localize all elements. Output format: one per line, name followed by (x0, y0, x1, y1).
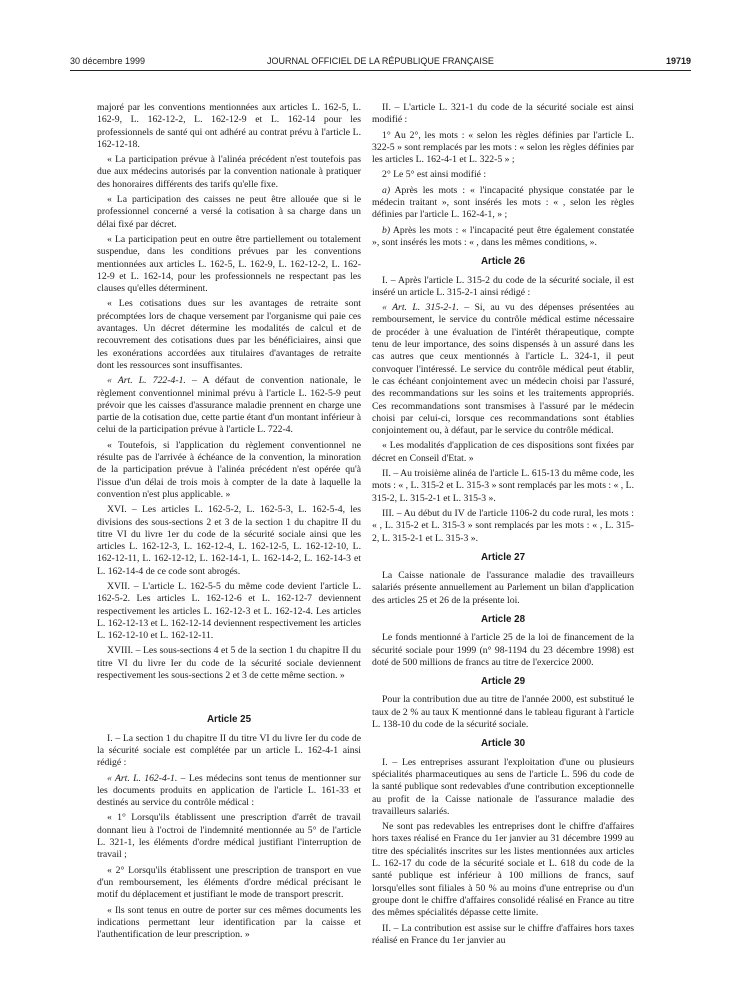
header-page-number: 19719 (665, 56, 691, 66)
left-column (97, 102, 361, 944)
header-rule (70, 70, 691, 71)
right-paragraph: II. – L'article L. 321-1 du code de la sécurité sociale est ainsi modifié : (372, 102, 634, 126)
item-letter: a) (382, 184, 391, 196)
spacer (97, 685, 361, 707)
left-paragraph: « Toutefois, si l'application du règlement conventionnel ne résulte pas de l'arrivée à échéance de la convention, la minoration de la participation prévue à l'alinéa précédent n'est opérée qu'à l'issue d'un délai de trois mois à compter de la date à laquelle la convention n'est plus applicable. » (97, 439, 361, 500)
left-paragraph: « Les cotisations dues sur les avantages de retraite sont précomptées lors de chaque versement par l'organisme qui paie ces avantages. Un décret détermine les modalités de calcul et de recouvrement des cotisations dues par les bénéficiaires, ainsi que les exonérations accordées aux titulaires d'avantages de retraite dont les ressources sont insuffisantes. (97, 298, 361, 371)
paragraph-text: Après les mots : « l'incapacité physique constatée par le médecin traitant », sont insérés les mots : « , selon les règles définies par l'article L. 162-4-1, » ; (372, 184, 634, 221)
article-heading: Article 29 (480, 676, 526, 688)
right-paragraph: 2° Le 5° est ainsi modifié : (382, 169, 487, 181)
right-paragraph: Ne sont pas redevables les entreprises dont le chiffre d'affaires hors taxes réalisé en France du 1er janvier au 31 décembre 1999 au titre des spécialités inscrites sur les listes mentionnées aux articles L. 162-17 du code de la sécurité sociale et L. 618 du code de la santé publique est inférieur à 100 millions de francs, sauf lorsqu'elles sont filiales à 50 % au moins d'une entreprise ou d'un groupe dont le chiffre d'affaires consolidé réalisé en France au titre des mêmes spécialités dépasse cette limite. (372, 821, 634, 919)
left-paragraph: XVI. – Les articles L. 162-5-2, L. 162-5-3, L. 162-5-4, les divisions des sous-sections 2 et 3 de la section 1 du chapitre II du titre VI du livre 1er du code de la sécurité sociale ainsi que les articles L. 162-12-3, L. 162-12-4, L. 162-12-5, L. 162-12-10, L. 162-12-11, L. 162-12-12, L. 162-14-1, L. 162-14-2, L. 162-14-3 et L. 162-14-4 de ce code sont abrogés. (97, 504, 361, 577)
right-paragraph: I. – Après l'article L. 315-2 du code de la sécurité sociale, il est inséré un article L. 315-2-1 ainsi rédigé : (372, 274, 634, 298)
left-paragraph: I. – La section 1 du chapitre II du titre VI du livre Ier du code de la sécurité sociale est complétée par un article L. 162-4-1 ainsi rédigé : (97, 732, 361, 769)
right-paragraph: Le fonds mentionné à l'article 25 de la loi de financement de la sécurité sociale pour 1999 (n° 98-1194 du 23 décembre 1998) est doté de 500 millions de francs au titre de l'exercice 2000. (372, 632, 634, 668)
right-paragraph (372, 302, 634, 437)
left-paragraph (97, 375, 361, 436)
right-paragraph: Pour la contribution due au titre de l'année 2000, est substitué le taux de 2 % au taux K mentionné dans le tableau figurant à l'article L. 138-10 du code de la sécurité sociale. (372, 694, 634, 731)
right-paragraph: III. – Au début du IV de l'article 1106-2 du code rural, les mots : « , L. 315-2 et L. 315-3 » sont remplacés par les mots : « , L. 315-2, L. 315-2-1 et L. 315-3 ». (372, 507, 634, 544)
paragraph-text: Si, au vu des dépenses présentées au remboursement, le service du contrôle médical estime nécessaire de procéder à une évaluation de l'intérêt thérapeutique, compte tenu de leur importance, des soins dispensés à un assuré dans les cas autres que ceux mentionnés à l'article L. 324-1, il peut convoquer l'intéressé. Le service du contrôle médical peut établir, le cas échéant conjointement avec un médecin choisi par l'assuré, des recommandations sur les soins et les traitements appropriés. Ces recommandations sont transmises à l'assuré par le médecin choisi par celui-ci, lorsque ces recommandations sont établies conjointement ou, à défaut, par le service du contrôle médical. (372, 302, 634, 437)
right-paragraph: II. – Au troisième alinéa de l'article L. 615-13 du même code, les mots : « , L. 315-2 et L. 315-3 » sont remplacés par les mots : « , L. 315-2, L. 315-2-1 et L. 315-3 ». (372, 468, 634, 504)
article-reference: « Art. L. 722-4-1. – (107, 375, 197, 387)
right-paragraph: 1° Au 2°, les mots : « selon les règles définies par l'article L. 322-5 » sont remplacés par les mots : « selon les règles définies par les articles L. 162-4-1 et L. 322-5 » ; (372, 129, 634, 166)
right-paragraph: I. – Les entreprises assurant l'exploitation d'une ou plusieurs spécialités pharmaceutiques au sens de l'article L. 596 du code de la santé publique sont redevables d'une contribution exceptionnelle au profit de la Caisse nationale de l'assurance maladie des travailleurs salariés. (372, 756, 634, 817)
paragraph-text: Les médecins sont tenus de mentionner sur les documents produits en application de l'article L. 161-33 et destinés au service du contrôle médical : (97, 772, 361, 809)
article-heading: Article 30 (480, 738, 526, 750)
right-paragraph (372, 225, 634, 250)
left-paragraph: « La participation peut en outre être partiellement ou totalement suspendue, dans les conditions prévues par les conventions mentionnées aux articles L. 162-5, L. 162-9, L. 162-12-2, L. 162-12-9 et L. 162-14, pour les professionnels ne respectant pas les clauses qu'elles déterminent. (97, 233, 361, 295)
left-paragraph: majoré par les conventions mentionnées aux articles L. 162-5, L. 162-9, L. 162-12-2, L. 162-12-9 et L. 162-14 pour les professionnels de santé qui ont adhéré au contrat prévu à l'article L. 162-12-18. (97, 102, 361, 150)
article-heading: Article 27 (480, 551, 526, 563)
article-reference: « Art. L. 162-4-1. – (107, 772, 186, 784)
right-paragraph: « Les modalités d'application de ces dispositions sont fixées par décret en Conseil d'Etat. » (372, 440, 634, 464)
left-paragraph: XVII. – L'article L. 162-5-5 du même code devient l'article L. 162-5-2. Les articles L. 162-12-6 et L. 162-12-7 deviennent respectivement les articles L. 162-12-3 et L. 162-12-4. Les articles L. 162-12-13 et L. 162-12-14 deviennent respectivement les articles L. 162-12-10 et L. 162-12-11. (97, 580, 361, 642)
left-paragraph: « La participation des caisses ne peut être allouée que si le professionnel concerné a versé la cotisation à sa charge dans un délai fixé par décret. (97, 194, 361, 230)
left-paragraph: « 1° Lorsqu'ils établissent une prescription d'arrêt de travail donnant lieu à l'octroi de l'indemnité mentionnée au 5° de l'article L. 321-1, les éléments d'ordre médical justifiant l'interruption de travail ; (97, 812, 361, 861)
right-paragraph: II. – La contribution est assise sur le chiffre d'affaires hors taxes réalisé en France du 1er janvier au (372, 922, 634, 946)
left-paragraph: « Ils sont tenus en outre de porter sur ces mêmes documents les indications permettant leur identification par la caisse et l'authentification de leur prescription. » (97, 904, 361, 941)
header-date: 30 décembre 1999 (70, 56, 146, 66)
item-letter: b) (382, 224, 391, 236)
page-header (70, 56, 691, 70)
right-paragraph: La Caisse nationale de l'assurance maladie des travailleurs salariés présente annuellement au Parlement un bilan d'application des articles 25 et 26 de la présente loi. (372, 570, 634, 606)
article-heading: Article 28 (480, 613, 526, 625)
right-column (372, 102, 634, 950)
header-title: JOURNAL OFFICIEL DE LA RÉPUBLIQUE FRANÇAISE (267, 56, 494, 66)
left-paragraph: XVIII. – Les sous-sections 4 et 5 de la section 1 du chapitre II du titre VI du livre Ier du code de la sécurité sociale deviennent respectivement les sous-sections 2 et 3 de cette même section. » (97, 645, 361, 682)
article-heading: Article 26 (480, 256, 526, 268)
paragraph-text: A défaut de convention nationale, le règlement conventionnel minimal prévu à l'article L. 162-5-9 peut prévoir que les caisses d'assurance maladie prennent en charge une partie de la cotisation due, cette partie étant d'un montant inférieur à celui de la participation prévue à l'article L. 722-4. (97, 375, 361, 436)
right-paragraph (372, 185, 634, 222)
left-paragraph: « La participation prévue à l'alinéa précédent n'est toutefois pas due aux médecins autorisés par la convention nationale à pratiquer des honoraires différents des tarifs qu'elle fixe. (97, 154, 361, 190)
article-heading: Article 25 (206, 714, 252, 726)
left-paragraph (97, 773, 361, 810)
paragraph-text: Après les mots : « l'incapacité peut être également constatée », sont insérés les mots : « , dans les mêmes conditions, ». (372, 224, 634, 248)
article-reference: « Art. L. 315-2-1. – (382, 302, 470, 314)
left-paragraph: « 2° Lorsqu'ils établissent une prescription de transport en vue d'un remboursement, les éléments d'ordre médical précisant le motif du déplacement et justifiant le mode de transport prescrit. (97, 864, 361, 901)
